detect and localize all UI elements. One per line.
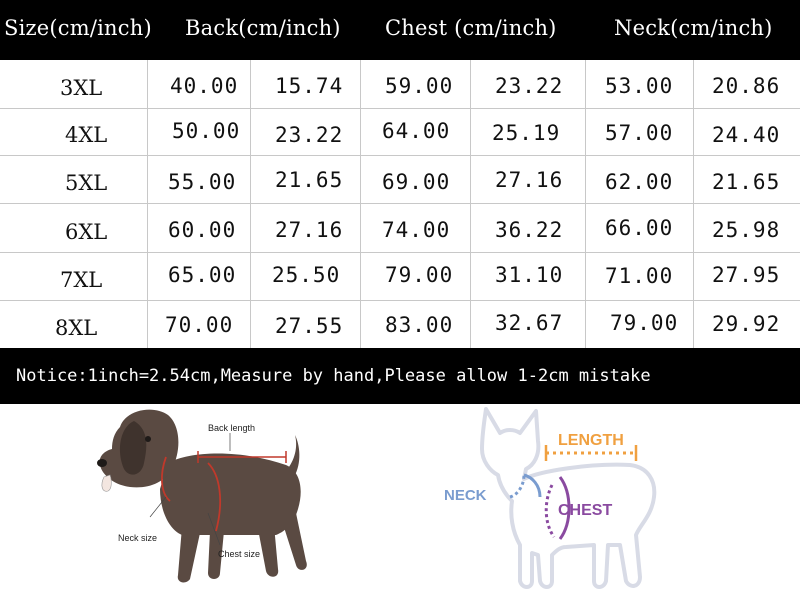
table-cell-size: 3XL bbox=[60, 76, 103, 100]
divider bbox=[0, 203, 800, 204]
table-cell: 21.65 bbox=[275, 168, 344, 192]
table-cell: 24.40 bbox=[712, 123, 781, 147]
table-cell: 79.00 bbox=[610, 311, 679, 335]
table-cell-size: 6XL bbox=[65, 220, 108, 244]
table-cell: 79.00 bbox=[385, 263, 454, 287]
table-cell-size: 5XL bbox=[65, 171, 108, 195]
table-cell: 83.00 bbox=[385, 313, 454, 337]
back-length-label: Back length bbox=[208, 423, 256, 433]
divider bbox=[470, 60, 471, 348]
table-cell: 27.95 bbox=[712, 263, 781, 287]
table-cell: 15.74 bbox=[275, 74, 344, 98]
table-cell: 23.22 bbox=[495, 74, 564, 98]
notice-bar bbox=[0, 348, 800, 404]
table-cell: 66.00 bbox=[605, 216, 674, 240]
divider bbox=[0, 155, 800, 156]
chest-size-label: Chest size bbox=[218, 549, 261, 559]
table-cell: 27.16 bbox=[275, 218, 344, 242]
table-cell: 20.86 bbox=[712, 74, 781, 98]
table-cell: 23.22 bbox=[275, 123, 344, 147]
table-cell-size: 7XL bbox=[60, 268, 103, 292]
brown-dog-icon bbox=[97, 410, 307, 583]
dog-outline-diagram bbox=[440, 405, 700, 597]
table-cell: 31.10 bbox=[495, 263, 564, 287]
table-cell: 60.00 bbox=[168, 218, 237, 242]
table-cell: 27.16 bbox=[495, 168, 564, 192]
table-cell: 32.67 bbox=[495, 311, 564, 335]
header-size: Size(cm/inch) bbox=[4, 16, 152, 40]
table-cell: 59.00 bbox=[385, 74, 454, 98]
table-cell: 50.00 bbox=[172, 119, 241, 143]
table-cell: 55.00 bbox=[168, 170, 237, 194]
table-cell-size: 4XL bbox=[65, 123, 108, 147]
dog-measure-diagram bbox=[90, 405, 330, 597]
table-cell: 74.00 bbox=[382, 218, 451, 242]
header-neck: Neck(cm/inch) bbox=[614, 16, 773, 40]
table-cell: 65.00 bbox=[168, 263, 237, 287]
divider bbox=[147, 60, 148, 348]
table-cell: 69.00 bbox=[382, 170, 451, 194]
table-cell: 57.00 bbox=[605, 121, 674, 145]
table-cell: 29.92 bbox=[712, 312, 781, 336]
neck-marker bbox=[510, 475, 540, 497]
table-cell: 62.00 bbox=[605, 170, 674, 194]
table-cell: 25.98 bbox=[712, 218, 781, 242]
table-header bbox=[0, 0, 800, 60]
divider bbox=[0, 108, 800, 109]
table-cell-size: 8XL bbox=[55, 316, 98, 340]
table-cell: 53.00 bbox=[605, 74, 674, 98]
divider bbox=[693, 60, 694, 348]
divider bbox=[0, 300, 800, 301]
table-cell: 27.55 bbox=[275, 314, 344, 338]
table-cell: 25.50 bbox=[272, 263, 341, 287]
divider bbox=[0, 252, 800, 253]
size-table bbox=[0, 60, 800, 348]
notice-text: Notice:1inch=2.54cm,Measure by hand,Please allow 1-2cm mistake bbox=[16, 366, 651, 386]
divider bbox=[250, 60, 251, 348]
chest-label: CHEST bbox=[558, 502, 613, 519]
neck-label: NECK bbox=[444, 487, 487, 504]
table-cell: 70.00 bbox=[165, 313, 234, 337]
table-cell: 25.19 bbox=[492, 121, 561, 145]
divider bbox=[585, 60, 586, 348]
header-back: Back(cm/inch) bbox=[185, 16, 341, 40]
divider bbox=[360, 60, 361, 348]
table-cell: 21.65 bbox=[712, 170, 781, 194]
table-cell: 71.00 bbox=[605, 264, 674, 288]
neck-size-label: Neck size bbox=[118, 533, 158, 543]
length-label: LENGTH bbox=[558, 432, 624, 449]
table-cell: 64.00 bbox=[382, 119, 451, 143]
table-cell: 36.22 bbox=[495, 218, 564, 242]
header-chest: Chest (cm/inch) bbox=[385, 16, 557, 40]
table-cell: 40.00 bbox=[170, 74, 239, 98]
